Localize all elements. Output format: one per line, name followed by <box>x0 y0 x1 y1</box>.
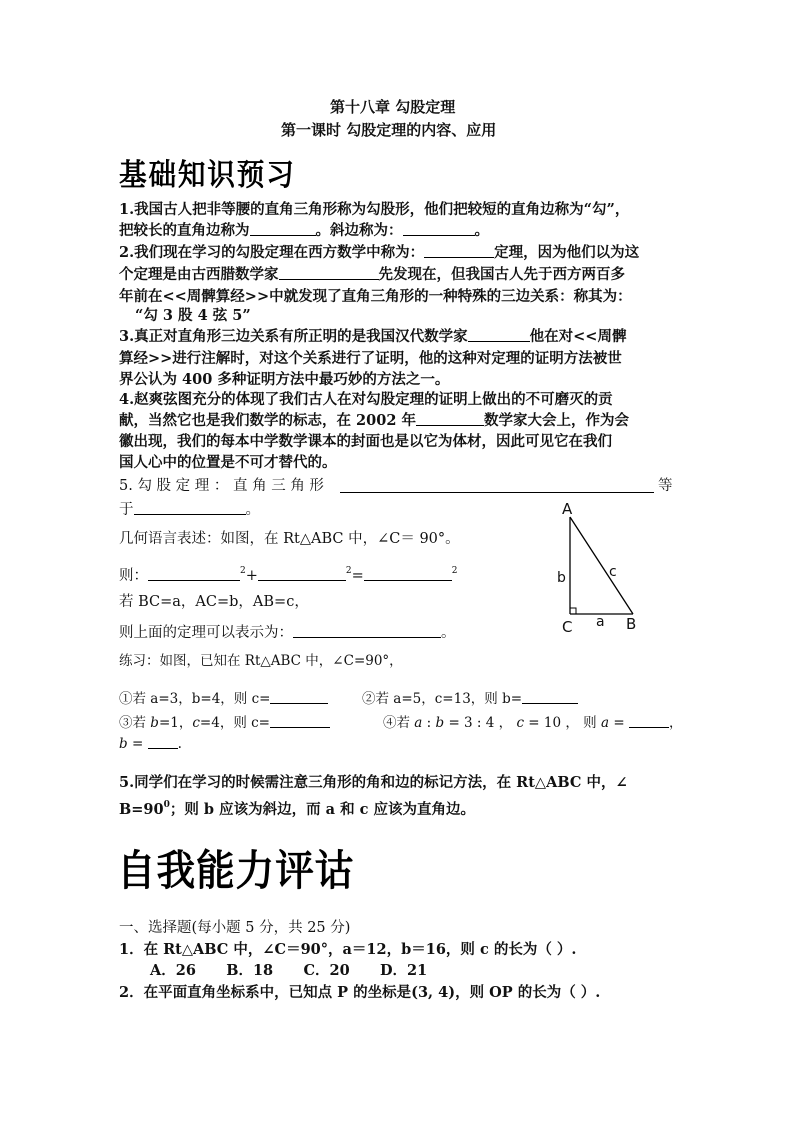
blank-formula-2[interactable] <box>258 565 346 581</box>
practice-4-cont: b = . <box>119 733 182 755</box>
blank-han-mathematician[interactable] <box>468 326 530 342</box>
side-c-label: c <box>609 564 617 580</box>
blank-congress[interactable] <box>416 410 484 426</box>
q5-line1-end: 等 <box>658 478 673 494</box>
q4-line2: 献，当然它也是我们数学的标志，在 2002 年 数学家大会上，作为会 <box>119 412 629 429</box>
q1-line2: 把较长的直角边称为 。斜边称为： 。 <box>119 222 489 239</box>
practice-3: ③若 b=1，c=4，则 c= <box>119 712 330 734</box>
practice-intro: 练习：如图，已知在 Rt△ABC 中，∠C=90°， <box>119 653 403 669</box>
lesson-title: 第一课时 勾股定理的内容、应用 <box>281 121 497 139</box>
q4-line4: 国人心中的位置是不可才替代的。 <box>119 454 337 471</box>
blank-long-leg[interactable] <box>250 220 316 236</box>
side-c-line <box>570 517 633 614</box>
practice-4: ④若 a : b = 3 : 4 ， c = 10 ， 则 a = ， <box>383 712 682 734</box>
vertex-b-label: B <box>626 615 637 633</box>
blank-practice-3[interactable] <box>270 712 330 728</box>
practice-2: ②若 a=5，c=13，则 b= <box>362 688 578 710</box>
choice-section-title: 一、选择题(每小题 5 分，共 25 分) <box>119 920 351 936</box>
blank-theorem-result[interactable] <box>134 499 246 515</box>
choice-question-2: 2．在平面直角坐标系中，已知点 P 的坐标是(3, 4)，则 OP 的长为（ ）. <box>119 984 601 1001</box>
blank-theorem-expression[interactable] <box>293 622 441 638</box>
q2-line1: 2.我们现在学习的勾股定理在西方数学中称为： 定理，因为他们以为这 <box>119 244 640 261</box>
note-line2: $B=90^0$；则 b 应该为斜边，而 a 和 c 应该为直角边。 <box>119 800 476 818</box>
vertex-c-label: C <box>562 618 573 636</box>
theorem-expression-line: 则上面的定理可以表示为： 。 <box>119 622 456 644</box>
q3-line1: 3.真正对直角形三边关系有所正明的是我国汉代数学家 他在对<<周髀 <box>119 328 627 345</box>
vertex-a-label: A <box>562 500 573 518</box>
blank-practice-1[interactable] <box>270 688 328 704</box>
q2-line3: 年前在<<周髀算经>>中就发现了直角三角形的一种特殊的三边关系：称其为： <box>119 288 632 305</box>
blank-western-name[interactable] <box>424 242 494 258</box>
q1-line1: 1.我国古人把非等腰的直角三角形称为勾股形，他们把较短的直角边称为“勾”， <box>119 201 630 218</box>
right-angle-marker <box>570 608 576 614</box>
blank-practice-4b[interactable] <box>148 733 178 749</box>
q2-line2: 个定理是由古西腊数学家 先发现在，但我国古人先于西方两百多 <box>119 266 625 283</box>
blank-hypotenuse[interactable] <box>403 220 475 236</box>
q4-line1: 4.赵爽弦图充分的体现了我们古人在对勾股定理的证明上做出的不可磨灭的贡 <box>119 391 613 408</box>
q2-line4: “勾 3 股 4 弦 5” <box>135 307 251 324</box>
q3-line2: 算经>>进行注解时，对这个关系进行了证明，他的这种对定理的证明方法被世 <box>119 350 622 367</box>
q5-line2: 于 。 <box>119 499 260 521</box>
blank-theorem-statement[interactable] <box>340 492 654 493</box>
note-line1: 5.同学们在学习的时候需注意三角形的角和边的标记方法，在 Rt△ABC 中，∠ <box>119 774 628 791</box>
side-a-label: a <box>596 614 605 630</box>
choice-question-1-options: A．26 B．18 C．20 D．21 <box>150 962 428 979</box>
chapter-title: 第十八章 勾股定理 <box>330 98 456 116</box>
geometry-statement: 几何语言表述：如图，在 Rt△ABC 中，∠C＝ 90°。 <box>119 531 460 547</box>
blank-greek-mathematician[interactable] <box>279 264 379 280</box>
side-assignment: 若 BC=a，AC=b，AB=c， <box>119 594 309 610</box>
blank-practice-2[interactable] <box>522 688 578 704</box>
side-b-label: b <box>557 570 566 586</box>
formula-line: 则： $^2$+ $^2$= $^2$ <box>119 566 458 584</box>
blank-formula-1[interactable] <box>148 565 240 581</box>
blank-practice-4a[interactable] <box>629 712 669 728</box>
q3-line3: 界公认为 400 多种证明方法中最巧妙的方法之一。 <box>119 371 450 388</box>
q5-line1-start: 5. 勾 股 定 理 ： 直 角 三 角 形 <box>119 478 324 494</box>
blank-formula-3[interactable] <box>364 565 452 581</box>
practice-1: ①若 a=3，b=4，则 c= <box>119 688 328 710</box>
choice-question-1: 1．在 Rt△ABC 中，∠C＝90°，a＝12，b＝16，则 c 的长为（ ）. <box>119 941 577 958</box>
section-heading-self-assessment: 自我能力评诂 <box>117 846 355 895</box>
section-heading-preview: 基础知识预习 <box>119 158 296 193</box>
q4-line3: 徽出现，我们的每本中学数学课本的封面也是以它为体材，因此可见它在我们 <box>119 433 612 450</box>
